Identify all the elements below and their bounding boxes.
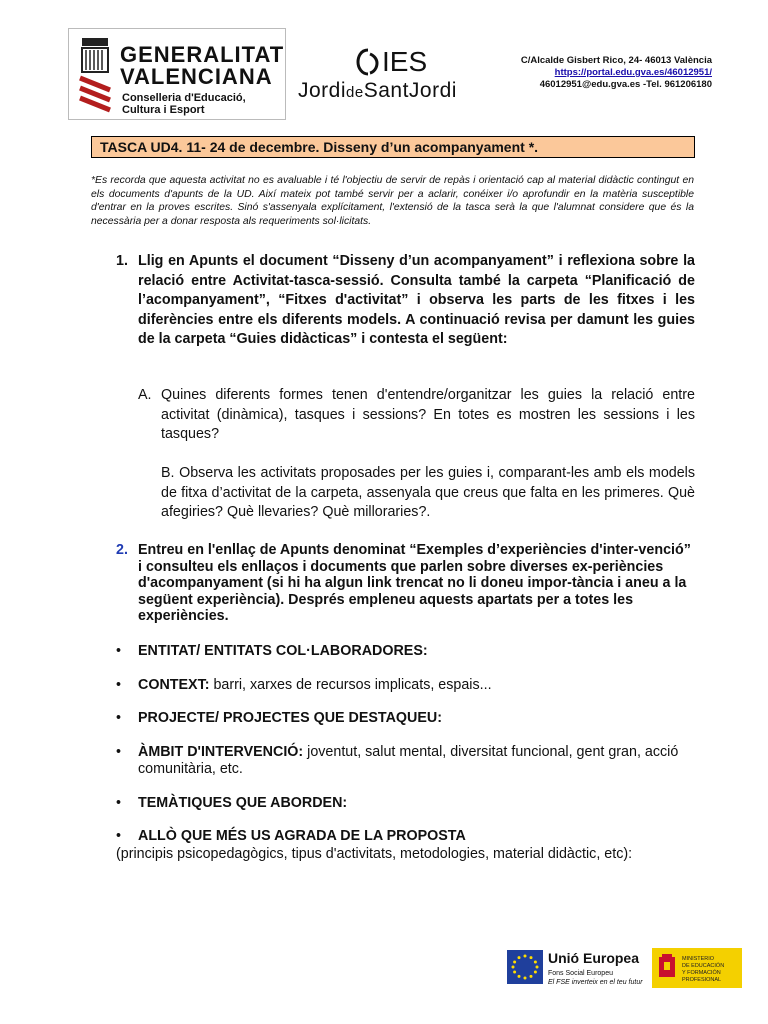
ministry-logo: MINISTERIO DE EDUCACIÓN Y FORMACIÓN PROFESIONAL [652,948,742,988]
ies-subtitle: JordideSantJordi [298,79,457,102]
question-number: 2. [116,542,128,558]
generalitat-emblem-icon [76,32,114,116]
school-address: C/Alcalde Gisbert Rico, 24- 46013 València https://portal.edu.gva.es/46012951/ 46012951@edu.gva.es -Tel. 961206180 [520,55,712,90]
bullet-icon: • [116,744,122,760]
task-title: TASCA UD4. 11- 24 de decembre. Disseny d’un acompanyament *. [91,136,695,158]
question-text: Entreu en l'enllaç de Apunts denominat “Exemples d’experiències d'inter-venció” i consulteu els enllaços i documents que parlen sobre diverses ex-periències d'acompanyament (si hi ha algun link trencat no li doneu impor-tància i aneu a la següent experiència). Després empleneu aquests apartats per a totes les experiències. [138,542,691,624]
spain-coat-of-arms-icon [656,953,678,983]
question-text: Llig en Apunts el document “Disseny d’un acompanyament” i reflexiona sobre la relació entre Activitat-tasca-sessió. Consulta també la carpeta “Planificació de l’acompanyament”, “Fitxes d'activitat” i observa les parts de les fitxes i les diferències entre els diferents models. A continuació revisa per damunt les guies de la carpeta “Guies didàcticas” i contesta el següent: [138,253,695,347]
bullet-icon: • [116,828,122,844]
bullet-icon: • [116,677,122,693]
question-number: 1. [116,253,128,269]
list-item: • CONTEXT: barri, xarxes de recursos implicats, espais... [116,677,492,693]
bullet-icon: • [116,643,122,659]
ies-title: IES [382,46,428,77]
list-item: • TEMÀTIQUES QUE ABORDEN: [116,795,348,811]
list-item: • ENTITAT/ ENTITATS COL·LABORADORES: [116,643,428,659]
question-1a [138,386,695,445]
eu-flag-icon [507,950,543,984]
generalitat-name: GENERALITAT VALENCIANA [120,42,285,89]
list-item: • ALLÒ QUE MÉS US AGRADA DE LA PROPOSTA [116,828,466,844]
conselleria-name: Conselleria d'Educació, Cultura i Esport [122,92,246,116]
list-item: • ÀMBIT D'INTERVENCIÓ: joventut, salut mental, diversitat funcional, gent gran, acció comunitària, etc. [116,744,679,777]
question-1 [116,252,695,350]
bullet-icon: • [116,795,122,811]
ies-logo-icon [356,48,380,76]
list-item: • PROJECTE/ PROJECTES QUE DESTAQUEU: [116,710,442,726]
closing-note: (principis psicopedagògics, tipus d'activitats, metodologies, material didàctic, etc): [116,846,633,862]
portal-link[interactable]: https://portal.edu.gva.es/46012951/ [554,67,712,78]
disclaimer-note: *Es recorda que aquesta activitat no es avaluable i té l'objectiu de servir de repàs i orientació cap al material didàctic contingut en els documents d'apunts de la UD. Així mateix pot també servir per a aclarir, conéixer i/o aprofundir en la matèria susceptible d'entrar en la proves escrites. Sinó s'assenyala explícitament, l'extensió de la tasca serà la que l'alumnat considere que és la necessària per a donar resposta als requeriments sol·licitats. [91,175,694,227]
question-1b: B. Observa les activitats proposades per les guies i, comparant-les amb els models de fitxa d’activitat de la carpeta, assenyala que creus que falta en les primeres. Què afegiries? Què llevaries? Què milloraries?. [161,465,695,520]
eu-subtitle: Fons Social Europeu El FSE inverteix en el teu futur [548,970,643,986]
question-text: Quines diferents formes tenen d'entendre/organitzar les guies la relació entre activitat (dinàmica), tasques i sessions? En totes es mostren les sessions i les tasques? [161,387,695,442]
bullet-icon: • [116,710,122,726]
question-letter: A. [138,387,152,403]
eu-title: Unió Europea [548,950,640,966]
question-2 [116,542,695,625]
